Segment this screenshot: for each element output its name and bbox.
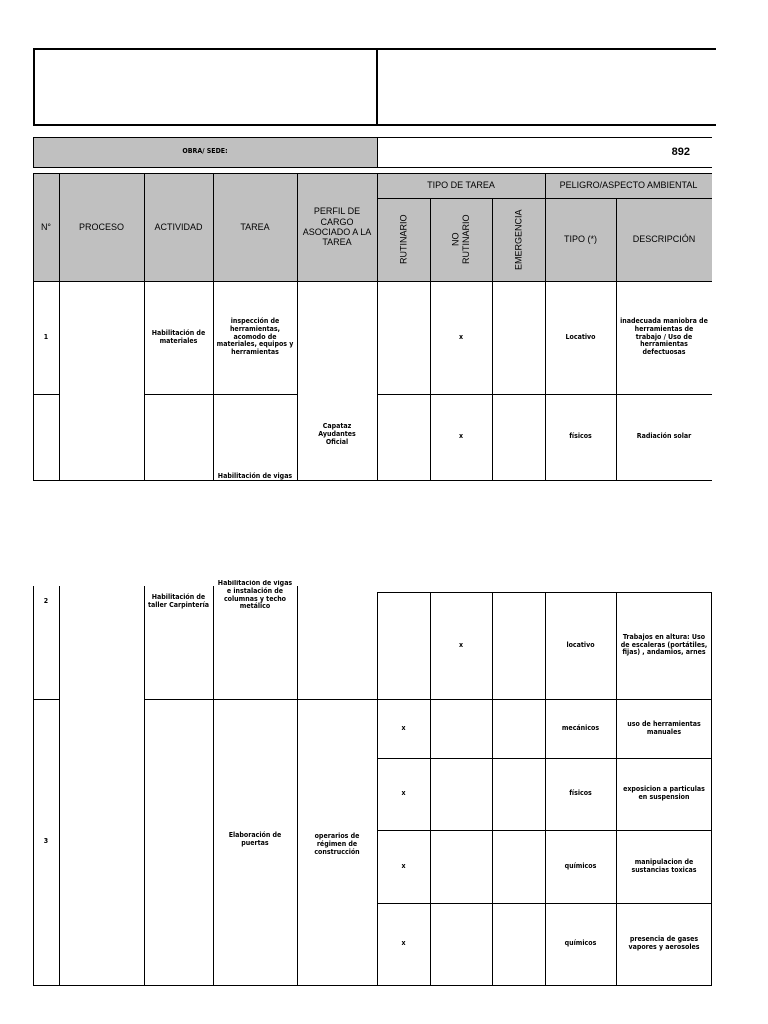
grid-line [33,985,712,986]
header-numero: N° [40,221,52,232]
header-tipo: TIPO (*) [564,234,597,245]
row-number-2: 2 [43,597,49,606]
header-no-rutinario: NO RUTINARIO [450,214,471,265]
rutinario-cell [377,281,430,394]
header-tarea: TAREA [240,221,270,232]
grid-line [213,586,214,985]
rutinario-cell [377,592,430,699]
emergencia-cell [492,903,545,985]
grid-line [377,137,378,167]
obra-label: OBRA/ SEDE: [182,147,228,156]
tipo-cell: físicos [569,432,592,441]
rutinario-cell [377,394,430,480]
grid-line [297,586,298,985]
no-rutinario-cell [430,903,492,985]
tarea-cell-3: Elaboración de puertas [228,831,282,847]
tipo-cell: físicos [569,789,592,798]
header-actividad: ACTIVIDAD [154,221,203,232]
rutinario-cell: x [401,723,406,732]
actividad-cell-2: Habilitación de taller Carpintería [147,593,210,609]
tarea-cell-2-top: Habilitación de vigas [217,472,293,481]
grid-line [33,480,712,481]
perfil-cell-1: Capataz Ayudantes Oficial [318,422,356,446]
no-rutinario-cell [430,699,492,758]
header-box-right [376,48,716,126]
tipo-cell: locativo [566,640,595,649]
grid-line [33,137,712,138]
grid-line [33,173,712,174]
descripcion-cell: manipulacion de sustancias toxicas [631,857,697,874]
header-proceso: PROCESO [78,221,124,232]
rutinario-cell: x [401,789,406,798]
emergencia-cell [492,394,545,480]
emergencia-cell [492,281,545,394]
no-rutinario-cell [430,830,492,903]
tarea-cell-1: inspección de herramientas, acomodo de materiales, equipos y herramientas [216,316,294,357]
emergencia-cell [492,758,545,830]
header-peligro: PELIGRO/ASPECTO AMBIENTAL [559,180,698,191]
no-rutinario-cell: x [458,640,464,649]
no-rutinario-cell [430,758,492,830]
tipo-cell: químicos [564,861,597,870]
grid-line [33,394,59,395]
grid-line [144,586,145,985]
no-rutinario-cell: x [458,332,464,341]
grid-line [33,167,712,168]
header-perfil: PERFIL DE CARGO ASOCIADO A LA TAREA [302,206,372,248]
descripcion-cell: Radiación solar [636,432,692,441]
header-emergencia: EMERGENCIA [513,209,524,270]
emergencia-cell [492,699,545,758]
tipo-cell: Locativo [565,332,596,341]
descripcion-cell: exposicion a particulas en suspension [623,785,705,801]
header-rutinario: RUTINARIO [398,214,409,265]
header-descripcion: DESCRIPCIÓN [632,234,696,245]
no-rutinario-cell: x [458,432,464,441]
grid-line [144,394,297,395]
descripcion-cell: inadecuada maniobra de herramientas de trabajo / Uso de herramientas defectuosas [620,316,708,357]
tipo-cell: químicos [564,939,597,948]
descripcion-cell: uso de herramientas manuales [627,719,701,736]
row-number-1: 1 [43,332,49,341]
actividad-cell-1: Habilitación de materiales [151,328,206,345]
header-tipo-tarea: TIPO DE TAREA [427,180,495,191]
header-box-left [33,48,378,126]
tipo-cell: mecánicos [561,723,600,732]
obra-value: 892 [671,145,690,158]
grid-line [59,173,60,480]
grid-line [59,586,60,985]
rutinario-cell: x [401,861,406,870]
emergencia-cell [492,592,545,699]
emergencia-cell [492,830,545,903]
rutinario-cell: x [401,939,406,948]
row-number-3: 3 [43,837,49,846]
grid-line [33,137,34,167]
descripcion-cell: presencia de gases vapores y aerosoles [628,935,700,951]
perfil-cell-3: operarios de régimen de construcción [314,832,360,856]
descripcion-cell: Trabajos en altura: Uso de escaleras (portátiles, fijas) , andamios, arnes [620,632,708,657]
tarea-cell-2-bottom: Habilitación de vigas e instalación de columnas y techo metálico [217,580,293,611]
